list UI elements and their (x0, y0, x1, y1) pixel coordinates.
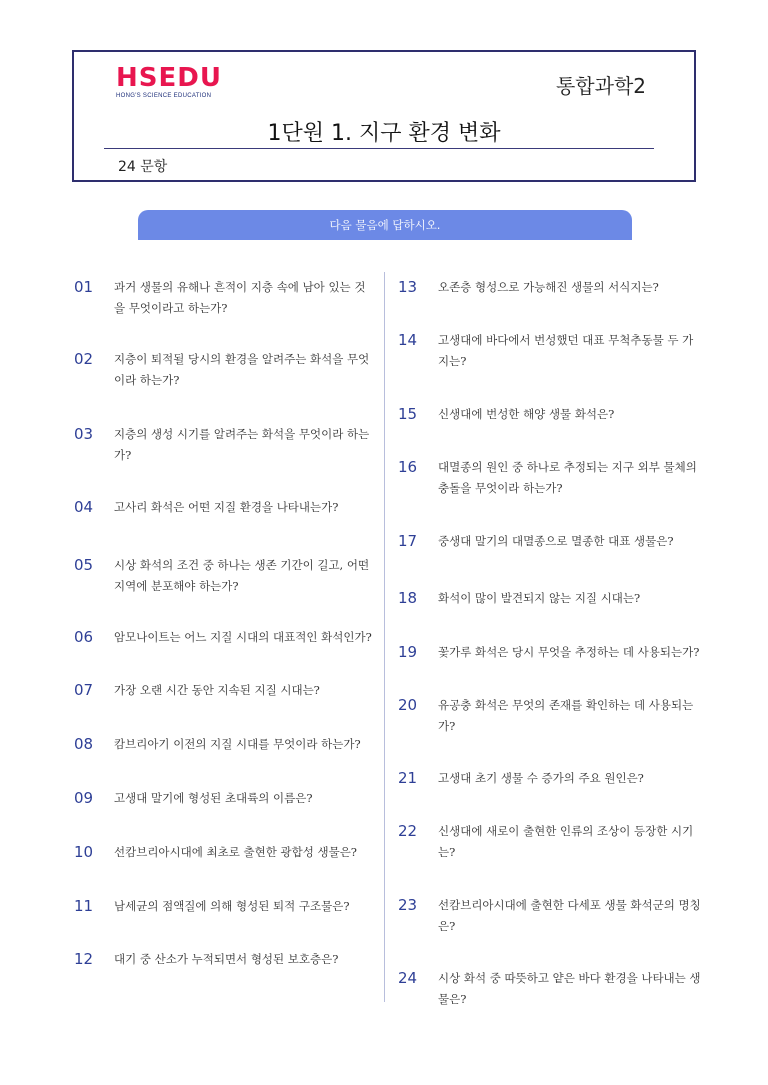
question-number: 09 (74, 789, 94, 807)
question-number: 05 (74, 556, 94, 574)
question-text: 고사리 화석은 어떤 지질 환경을 나타내는가? (114, 500, 339, 514)
question-text: 시상 화석의 조건 중 하나는 생존 기간이 길고, 어떤 지역에 분포해야 하는가? (114, 558, 370, 593)
unit-title: 1단원 1. 지구 환경 변화 (267, 121, 501, 146)
question-item (74, 788, 374, 809)
question-number: 08 (74, 735, 94, 753)
question-item (398, 404, 702, 425)
question-text: 가장 오랜 시간 동안 지속된 지질 시대는? (114, 683, 320, 697)
question-item (398, 821, 702, 863)
question-number: 20 (398, 696, 418, 714)
question-item (398, 895, 702, 937)
question-item (398, 457, 702, 499)
question-number: 12 (74, 950, 94, 968)
question-number: 13 (398, 278, 418, 296)
question-item (398, 277, 702, 298)
question-text: 암모나이트는 어느 지질 시대의 대표적인 화석인가? (114, 630, 372, 644)
question-text: 선캄브리아시대에 최초로 출현한 광합성 생물은? (114, 845, 357, 859)
question-number: 22 (398, 822, 418, 840)
question-number: 14 (398, 331, 418, 349)
question-text: 대기 중 산소가 누적되면서 형성된 보호층은? (114, 952, 339, 966)
question-number: 11 (74, 897, 94, 915)
question-text: 중생대 말기의 대멸종으로 멸종한 대표 생물은? (438, 534, 674, 548)
question-item (398, 588, 702, 609)
question-item (398, 695, 702, 737)
question-item (398, 330, 702, 372)
instruction-banner: 다음 물음에 답하시오. (138, 210, 632, 240)
subject-title: 통합과학2 (555, 74, 646, 98)
question-item (74, 680, 374, 701)
question-number: 17 (398, 532, 418, 550)
question-text: 고생대 말기에 형성된 초대륙의 이름은? (114, 791, 313, 805)
logo-text: HSEDU (116, 63, 222, 93)
question-number: 02 (74, 350, 94, 368)
question-text: 캄브리아기 이전의 지질 시대를 무엇이라 하는가? (114, 737, 361, 751)
question-text: 신생대에 새로이 출현한 인류의 조상이 등장한 시기는? (438, 824, 694, 859)
question-number: 15 (398, 405, 418, 423)
logo-subtitle: HONG'S SCIENCE EDUCATION (116, 93, 212, 99)
question-item (74, 949, 374, 970)
question-text: 유공충 화석은 무엇의 존재를 확인하는 데 사용되는가? (438, 698, 694, 733)
column-divider (384, 272, 385, 1002)
question-number: 24 (398, 969, 418, 987)
question-item (398, 531, 702, 552)
question-text: 화석이 많이 발견되지 않는 지질 시대는? (438, 591, 641, 605)
question-number: 04 (74, 498, 94, 516)
question-item (74, 555, 374, 597)
question-number: 07 (74, 681, 94, 699)
question-item (74, 497, 374, 518)
question-text: 꽃가루 화석은 당시 무엇을 추정하는 데 사용되는가? (438, 645, 700, 659)
question-number: 23 (398, 896, 418, 914)
question-item (398, 768, 702, 789)
question-text: 고생대 초기 생물 수 증가의 주요 원인은? (438, 771, 644, 785)
question-item (398, 968, 702, 1010)
question-text: 선캄브리아시대에 출현한 다세포 생물 화석군의 명칭은? (438, 898, 701, 933)
question-text: 신생대에 번성한 해양 생물 화석은? (438, 407, 615, 421)
question-item (74, 842, 374, 863)
question-item (74, 349, 374, 391)
question-number: 10 (74, 843, 94, 861)
question-text: 시상 화석 중 따뜻하고 얕은 바다 환경을 나타내는 생물은? (438, 971, 701, 1006)
question-text: 과거 생물의 유해나 흔적이 지층 속에 남아 있는 것을 무엇이라고 하는가? (114, 280, 366, 315)
question-item (74, 734, 374, 755)
question-number: 19 (398, 643, 418, 661)
title-rule (104, 148, 654, 149)
question-text: 오존층 형성으로 가능해진 생물의 서식지는? (438, 280, 659, 294)
question-count: 24 문항 (118, 159, 168, 175)
question-number: 21 (398, 769, 418, 787)
header-box (72, 50, 696, 182)
question-item (398, 642, 702, 663)
question-number: 18 (398, 589, 418, 607)
question-item (74, 627, 374, 648)
question-number: 16 (398, 458, 418, 476)
question-item (74, 277, 374, 319)
question-number: 06 (74, 628, 94, 646)
question-number: 03 (74, 425, 94, 443)
question-text: 지층이 퇴적될 당시의 환경을 알려주는 화석을 무엇이라 하는가? (114, 352, 370, 387)
question-text: 대멸종의 원인 중 하나로 추정되는 지구 외부 물체의 충돌을 무엇이라 하는가? (438, 460, 697, 495)
question-item (74, 896, 374, 917)
question-text: 지층의 생성 시기를 알려주는 화석을 무엇이라 하는가? (114, 427, 370, 462)
question-item (74, 424, 374, 466)
hsedu-logo (116, 64, 222, 99)
question-text: 남세균의 점액질에 의해 형성된 퇴적 구조물은? (114, 899, 350, 913)
question-number: 01 (74, 278, 94, 296)
question-text: 고생대에 바다에서 번성했던 대표 무척추동물 두 가지는? (438, 333, 694, 368)
